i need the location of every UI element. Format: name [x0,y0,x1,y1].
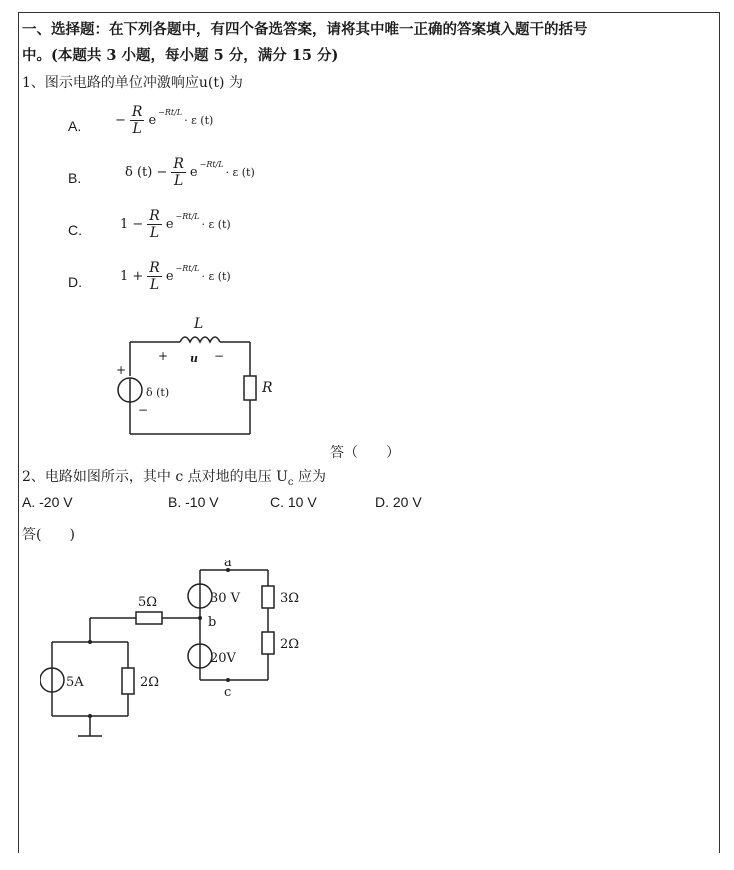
option-c-label: C. [68,222,82,238]
choice-c: C. 10 V [270,494,317,510]
voltage-source-30-label: 30 V [210,591,241,606]
option-c-expression [120,208,231,241]
option-b-prefix: δ (t) − [125,165,168,180]
question-2-stem-sub: c [287,476,294,488]
question-2-answer: 答( ) [22,527,75,543]
resistor-3-label: 3Ω [280,591,300,606]
choice-a: A. -20 V [22,494,73,510]
resistor-5-label: 5Ω [138,595,158,610]
option-a-num: R [131,104,143,120]
node-b-label: b [208,615,217,630]
section-heading-line1: 一、选择题：在下列各题中，有四个备选答案，请将其中唯一正确的答案填入题干的括号 [22,21,588,38]
option-a-tail: · ε (t) [184,114,214,127]
node-c-label: c [224,685,232,700]
option-a-e: e [148,113,157,128]
option-c-e: e [165,217,174,232]
option-d-e: e [165,269,174,284]
question-1-stem: 1、图示电路的单位冲激响应u(t) 为 [22,75,243,91]
option-d-den: L [149,277,160,293]
question-1-answer: 答（ ） [330,445,400,461]
option-b-label: B. [68,170,82,186]
option-d-label: D. [68,274,82,290]
option-a-expression [115,104,213,137]
option-a-prefix: − [115,113,126,128]
option-b-exp: −Rt/L [199,160,224,169]
question-2-stem [22,466,326,488]
option-c-num: R [149,208,160,224]
choice-b: B. -10 V [168,494,219,510]
resistor-2b-label: 2Ω [140,675,160,690]
option-b-e: e [189,165,198,180]
question-1-circuit [110,310,290,440]
voltage-source-20-label: 20V [210,651,236,666]
option-a-exp: −Rt/L [158,108,183,117]
source-label: δ (t) [146,386,170,399]
option-d-expression [120,260,231,293]
question-2-stem-text: 2、电路如图所示，其中 c 点对地的电压 U [22,469,288,485]
current-source-label: 5A [66,675,84,690]
option-b-den: L [173,173,184,189]
option-a-den: L [132,121,142,137]
option-d-tail: · ε (t) [201,270,231,283]
option-c-exp: −Rt/L [175,212,200,221]
option-c-prefix: 1 − [120,217,144,232]
question-2-circuit [40,560,320,750]
section-heading-line2: 中。(本题共 3 小题，每小题 5 分，满分 15 分) [22,47,339,64]
source-minus: − [138,403,149,417]
choice-d: D. 20 V [375,494,422,510]
resistor-label: R [262,380,273,396]
option-d-prefix: 1 + [120,269,144,284]
resistor-2a-label: 2Ω [280,637,300,652]
voltage-minus: − [214,349,225,363]
question-2-stem-tail: 应为 [293,469,326,485]
option-a-label: A. [68,118,82,134]
node-a-label: a [224,560,232,570]
option-c-den: L [149,225,160,241]
voltage-plus: + [158,349,169,363]
option-b-expression [125,156,255,189]
inductor-label: L [194,316,204,332]
voltage-label: u [190,352,198,365]
option-d-exp: −Rt/L [175,264,200,273]
source-plus: + [116,363,127,377]
option-c-tail: · ε (t) [201,218,231,231]
option-b-tail: · ε (t) [225,166,255,179]
option-d-num: R [149,260,160,276]
option-b-num: R [173,156,184,172]
